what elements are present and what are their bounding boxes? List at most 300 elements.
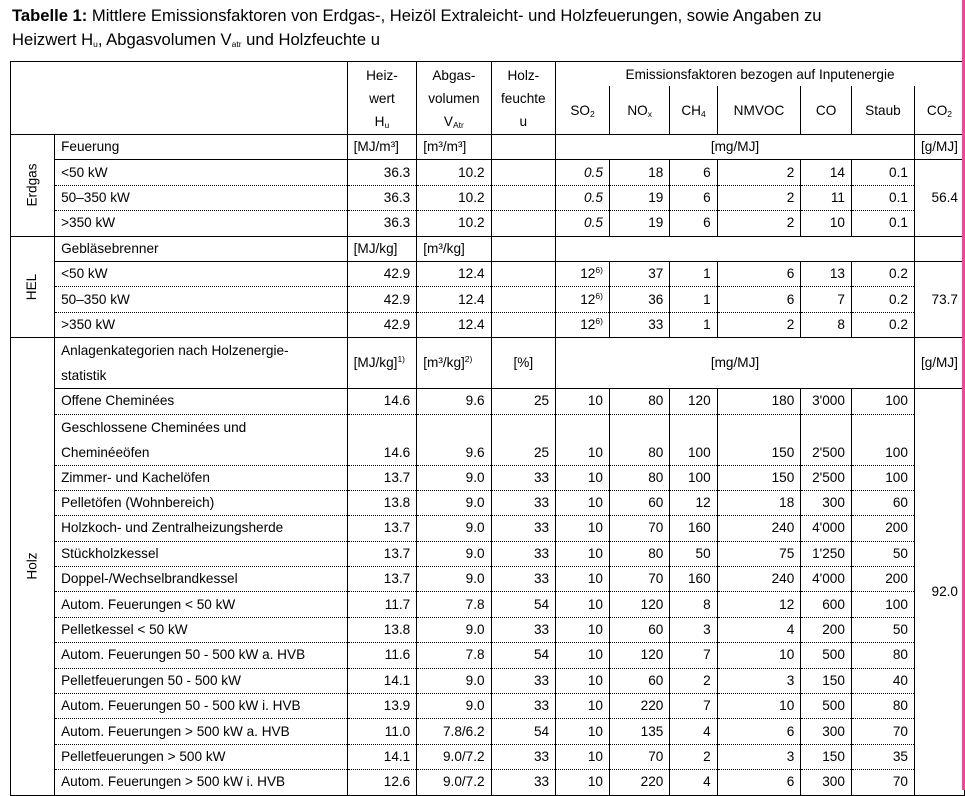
holz-unit-row — [11, 338, 965, 389]
cell-staub: 100 — [851, 414, 914, 465]
cell-co: 4'000 — [801, 567, 852, 592]
cell-vatr: 9.0 — [417, 465, 491, 490]
cell-vatr: 9.0 — [417, 617, 491, 642]
so2-value: 12 — [580, 291, 596, 307]
cell-so2: 10 — [556, 668, 610, 693]
cell-staub: 50 — [851, 617, 914, 642]
cell-nmvoc: 3 — [717, 668, 801, 693]
so2-note: 6) — [595, 290, 603, 301]
cell-so2: 10 — [556, 770, 610, 795]
cell-so2: 10 — [556, 744, 610, 769]
header-co: CO — [801, 86, 852, 135]
cell-nmvoc: 6 — [717, 261, 801, 286]
table-row — [11, 160, 965, 185]
cell-hu: 42.9 — [347, 312, 417, 337]
row-label: 50–350 kW — [61, 189, 130, 205]
cell-so2: 10 — [556, 516, 610, 541]
cell-feuchte: 54 — [491, 592, 556, 617]
hel-unit-vatr: [m³/kg] — [417, 236, 491, 261]
so2-value: 12 — [580, 316, 596, 332]
row-label: >350 kW — [61, 316, 116, 332]
cell-co: 14 — [801, 160, 852, 185]
cell-staub: 40 — [851, 668, 914, 693]
row-label: Stückholzkessel — [61, 545, 159, 561]
cell-hu: 13.7 — [347, 465, 417, 490]
cell-vatr: 7.8 — [417, 592, 491, 617]
cell-nox: 80 — [609, 414, 669, 465]
cell-staub: 80 — [851, 694, 914, 719]
cell-so2: 10 — [556, 567, 610, 592]
cell-nox: 220 — [609, 770, 669, 795]
cell-nox: 80 — [609, 541, 669, 566]
hel-group-text: HEL — [24, 273, 40, 301]
cell-co: 2'500 — [801, 414, 852, 465]
cell-vatr: 9.0 — [417, 567, 491, 592]
erdgas-group-label — [11, 135, 55, 237]
cell-hu: 11.0 — [347, 719, 417, 744]
cell-so2: 10 — [556, 694, 610, 719]
cell-co: 150 — [801, 668, 852, 693]
emission-factors-table — [10, 61, 965, 796]
table-row — [11, 668, 965, 693]
table-row — [11, 541, 965, 566]
header-nox — [609, 86, 669, 135]
caption-line2-b: , Abgasvolumen V — [97, 30, 232, 49]
cell-staub: 70 — [851, 719, 914, 744]
cell-ch4: 2 — [670, 668, 717, 693]
cell-nmvoc: 180 — [717, 389, 801, 414]
header-row-1 — [11, 62, 965, 87]
holz-co2-value: 92.0 — [914, 389, 964, 795]
row-label: Autom. Feuerungen > 500 kW a. HVB — [61, 723, 290, 739]
cell-co: 500 — [801, 643, 852, 668]
caption-sub-u: u — [93, 39, 98, 49]
header-nox-sub: x — [647, 108, 652, 119]
cell-hu: 13.8 — [347, 617, 417, 642]
cell-nmvoc: 240 — [717, 516, 801, 541]
cell-nmvoc: 6 — [717, 770, 801, 795]
row-label: Offene Cheminées — [61, 393, 175, 409]
row-label: Geschlossene Cheminées und — [61, 419, 247, 435]
cell-ch4: 8 — [670, 592, 717, 617]
so2-note: 6) — [595, 315, 603, 326]
cell-co: 150 — [801, 744, 852, 769]
cell-feuchte: 33 — [491, 490, 556, 515]
row-category — [55, 719, 348, 744]
cell-staub: 60 — [851, 490, 914, 515]
cell-nox: 135 — [609, 719, 669, 744]
cell-so2: 10 — [556, 643, 610, 668]
cell-staub: 100 — [851, 592, 914, 617]
cell-feuchte: 25 — [491, 389, 556, 414]
cell-so2: 10 — [556, 490, 610, 515]
erdgas-co2-value: 56.4 — [914, 160, 964, 236]
cell-co: 300 — [801, 719, 852, 744]
cell-so2: 10 — [556, 592, 610, 617]
row-label: >350 kW — [61, 215, 116, 231]
hel-unit-ef — [556, 236, 915, 261]
cell-vatr: 10.2 — [417, 211, 491, 236]
header-so2-text: SO — [570, 102, 590, 118]
cell-nmvoc: 75 — [717, 541, 801, 566]
row-label: Autom. Feuerungen 50 - 500 kW a. HVB — [61, 647, 306, 663]
cell-feuchte — [491, 160, 556, 185]
row-label: Autom. Feuerungen > 500 kW i. HVB — [61, 774, 286, 790]
cell-co: 4'000 — [801, 516, 852, 541]
cell-nox: 120 — [609, 643, 669, 668]
cell-feuchte: 33 — [491, 668, 556, 693]
holz-unit-hu-text: [MJ/kg] — [353, 355, 398, 371]
row-category — [55, 414, 348, 465]
cell-feuchte: 33 — [491, 770, 556, 795]
header-so2 — [556, 86, 610, 135]
table-row — [11, 287, 965, 312]
row-label: Pelletkessel < 50 kW — [61, 622, 188, 638]
cell-co: 500 — [801, 694, 852, 719]
row-category — [55, 567, 348, 592]
cell-nox: 120 — [609, 592, 669, 617]
cell-vatr: 9.0 — [417, 668, 491, 693]
cell-nox: 36 — [609, 287, 669, 312]
table-row — [11, 465, 965, 490]
holz-unit-label-1: Anlagenkategorien nach Holzenergie- — [61, 343, 289, 359]
cell-nmvoc: 6 — [717, 719, 801, 744]
cell-ch4: 4 — [670, 770, 717, 795]
cell-ch4: 1 — [670, 287, 717, 312]
cell-so2: 10 — [556, 389, 610, 414]
header-nox-text: NO — [627, 102, 648, 118]
cell-staub: 50 — [851, 541, 914, 566]
cell-co: 300 — [801, 490, 852, 515]
cell-ch4: 160 — [670, 567, 717, 592]
row-category — [55, 261, 348, 286]
cell-staub: 200 — [851, 567, 914, 592]
cell-vatr: 7.8 — [417, 643, 491, 668]
cell-nmvoc: 3 — [717, 744, 801, 769]
header-co2 — [914, 86, 964, 135]
row-label: <50 kW — [61, 164, 108, 180]
table-row — [11, 770, 965, 795]
cell-hu: 42.9 — [347, 261, 417, 286]
cell-ch4: 6 — [670, 160, 717, 185]
cell-staub: 100 — [851, 465, 914, 490]
cell-nox: 19 — [609, 211, 669, 236]
cell-co: 2'500 — [801, 465, 852, 490]
table-body — [11, 62, 965, 796]
cell-feuchte — [491, 185, 556, 210]
header-ch4-text: CH — [681, 102, 701, 118]
cell-ch4: 7 — [670, 694, 717, 719]
header-so2-sub: 2 — [589, 108, 595, 119]
cell-vatr: 9.6 — [417, 414, 491, 465]
row-label: Doppel-/Wechselbrandkessel — [61, 571, 238, 587]
row-label: Holzkoch- und Zentralheizungsherde — [61, 520, 284, 536]
cell-nox: 37 — [609, 261, 669, 286]
row-category — [55, 211, 348, 236]
cell-hu: 13.7 — [347, 567, 417, 592]
holz-group-label — [11, 338, 55, 795]
cell-vatr: 9.0/7.2 — [417, 744, 491, 769]
row-label: <50 kW — [61, 266, 108, 282]
cell-staub: 0.1 — [851, 211, 914, 236]
cell-vatr: 9.6 — [417, 389, 491, 414]
cell-ch4: 120 — [670, 389, 717, 414]
cell-hu: 36.3 — [347, 211, 417, 236]
hel-unit-co2 — [914, 236, 964, 261]
cell-feuchte — [491, 312, 556, 337]
cell-so2: 0.5 — [556, 160, 610, 185]
header-holz-l3: u — [519, 113, 528, 129]
cell-nmvoc: 2 — [717, 312, 801, 337]
header-abgas-sub: Atr — [453, 119, 464, 130]
caption-label: Tabelle 1: — [12, 6, 88, 25]
erdgas-unit-vatr: [m³/m³] — [417, 135, 491, 160]
cell-staub: 0.1 — [851, 160, 914, 185]
cell-staub: 100 — [851, 389, 914, 414]
header-staub: Staub — [851, 86, 914, 135]
cell-nox: 33 — [609, 312, 669, 337]
table-row — [11, 694, 965, 719]
cell-hu: 13.8 — [347, 490, 417, 515]
row-category — [55, 744, 348, 769]
cell-hu: 36.3 — [347, 185, 417, 210]
cell-ch4: 6 — [670, 211, 717, 236]
cell-so2: 10 — [556, 617, 610, 642]
cell-feuchte — [491, 261, 556, 286]
cell-ch4: 100 — [670, 465, 717, 490]
header-co2-text: CO — [926, 102, 948, 118]
row-label: 50–350 kW — [61, 291, 130, 307]
hel-co2-value: 73.7 — [914, 261, 964, 337]
row-category — [55, 770, 348, 795]
cell-hu: 14.6 — [347, 414, 417, 465]
hel-unit-label: Gebläsebrenner — [55, 236, 348, 261]
cell-vatr: 12.4 — [417, 312, 491, 337]
caption-sub-atr: atr — [231, 39, 242, 49]
cell-nmvoc: 2 — [717, 185, 801, 210]
cell-ch4: 50 — [670, 541, 717, 566]
row-category — [55, 516, 348, 541]
cell-feuchte — [491, 211, 556, 236]
cell-feuchte — [491, 287, 556, 312]
cell-co: 1'250 — [801, 541, 852, 566]
row-label: Pelletfeuerungen > 500 kW — [61, 749, 226, 764]
header-abgas — [417, 62, 491, 135]
cell-vatr: 9.0 — [417, 490, 491, 515]
row-category — [55, 541, 348, 566]
header-abgas-l1: Abgas- — [432, 67, 476, 83]
cell-feuchte: 33 — [491, 541, 556, 566]
cell-ch4: 1 — [670, 261, 717, 286]
cell-co: 300 — [801, 770, 852, 795]
cell-hu: 42.9 — [347, 287, 417, 312]
cell-so2 — [556, 261, 610, 286]
cell-staub: 200 — [851, 516, 914, 541]
row-label: Autom. Feuerungen 50 - 500 kW i. HVB — [61, 698, 301, 714]
header-ch4 — [670, 86, 717, 135]
cell-so2: 0.5 — [556, 211, 610, 236]
cell-ch4: 7 — [670, 643, 717, 668]
cell-staub: 0.1 — [851, 185, 914, 210]
erdgas-unit-ef: [mg/MJ] — [556, 135, 915, 160]
row-category — [55, 185, 348, 210]
cell-nmvoc: 4 — [717, 617, 801, 642]
erdgas-unit-feuchte — [491, 135, 556, 160]
header-heizwert-l2: wert — [369, 90, 395, 106]
cell-co: 600 — [801, 592, 852, 617]
cell-nox: 60 — [609, 668, 669, 693]
cell-vatr: 9.0 — [417, 516, 491, 541]
row-category — [55, 312, 348, 337]
cell-hu: 14.6 — [347, 389, 417, 414]
cell-staub: 0.2 — [851, 312, 914, 337]
holz-unit-vatr — [417, 338, 491, 389]
cell-vatr: 7.8/6.2 — [417, 719, 491, 744]
cell-feuchte: 54 — [491, 719, 556, 744]
header-heizwert-l1: Heiz- — [366, 67, 398, 83]
cell-hu: 11.7 — [347, 592, 417, 617]
cell-ch4: 12 — [670, 490, 717, 515]
cell-vatr: 10.2 — [417, 160, 491, 185]
holz-group-text: Holz — [24, 552, 40, 580]
holz-unit-feuchte: [%] — [491, 338, 556, 389]
cell-hu: 13.7 — [347, 516, 417, 541]
cell-vatr: 12.4 — [417, 287, 491, 312]
holz-unit-label — [55, 338, 348, 389]
table-row — [11, 744, 965, 769]
row-label: Zimmer- und Kachelöfen — [61, 469, 210, 485]
cell-feuchte: 33 — [491, 744, 556, 769]
table-row — [11, 211, 965, 236]
cell-nox: 80 — [609, 389, 669, 414]
row-label-2: Cheminéeöfen — [61, 444, 150, 460]
cell-ch4: 4 — [670, 719, 717, 744]
cell-vatr: 10.2 — [417, 185, 491, 210]
cell-staub: 0.2 — [851, 261, 914, 286]
row-category — [55, 643, 348, 668]
table-row — [11, 414, 965, 465]
cell-hu: 11.6 — [347, 643, 417, 668]
erdgas-unit-row — [11, 135, 965, 160]
holz-unit-vatr-text: [m³/kg] — [423, 355, 465, 371]
cell-nmvoc: 2 — [717, 211, 801, 236]
cell-nox: 70 — [609, 516, 669, 541]
cell-so2 — [556, 312, 610, 337]
row-category — [55, 490, 348, 515]
caption-line1: Mittlere Emissionsfaktoren von Erdgas-, Heizöl Extraleicht- und Holzfeuerungen, sowie Angaben zu — [87, 6, 822, 25]
cell-nmvoc: 10 — [717, 643, 801, 668]
row-label: Pelletfeuerungen 50 - 500 kW — [61, 672, 241, 688]
holz-unit-vatr-note: 2) — [464, 354, 473, 365]
cell-feuchte: 33 — [491, 465, 556, 490]
header-co2-sub: 2 — [947, 108, 953, 119]
so2-note: 6) — [595, 265, 603, 276]
header-nmvoc: NMVOC — [717, 86, 801, 135]
header-blank — [11, 62, 348, 135]
cell-nmvoc: 2 — [717, 160, 801, 185]
cell-co: 13 — [801, 261, 852, 286]
table-row — [11, 312, 965, 337]
row-category — [55, 592, 348, 617]
cell-nox: 19 — [609, 185, 669, 210]
table-row — [11, 592, 965, 617]
caption-line2-c: und Holzfeuchte u — [241, 30, 380, 49]
cell-vatr: 9.0 — [417, 694, 491, 719]
cell-so2 — [556, 287, 610, 312]
cell-staub: 0.2 — [851, 287, 914, 312]
table-row — [11, 719, 965, 744]
header-holz-l2: feuchte — [501, 90, 546, 106]
row-category — [55, 287, 348, 312]
cell-nmvoc: 18 — [717, 490, 801, 515]
cell-so2: 10 — [556, 719, 610, 744]
table-row — [11, 617, 965, 642]
cell-ch4: 1 — [670, 312, 717, 337]
cell-nox: 18 — [609, 160, 669, 185]
holz-unit-ef: [mg/MJ] — [556, 338, 915, 389]
cell-staub: 35 — [851, 744, 914, 769]
cell-co: 10 — [801, 211, 852, 236]
so2-value: 12 — [580, 266, 596, 282]
holz-unit-hu — [347, 338, 417, 389]
row-category — [55, 465, 348, 490]
cell-feuchte: 25 — [491, 414, 556, 465]
cell-co: 8 — [801, 312, 852, 337]
header-ef-title: Emissionsfaktoren bezogen auf Inputenergie — [556, 62, 965, 87]
cell-feuchte: 33 — [491, 516, 556, 541]
erdgas-group-text: Erdgas — [24, 163, 40, 207]
header-abgas-l3: V — [443, 113, 453, 129]
cell-nmvoc: 150 — [717, 465, 801, 490]
hel-unit-hu: [MJ/kg] — [347, 236, 417, 261]
cell-hu: 13.7 — [347, 541, 417, 566]
cell-feuchte: 33 — [491, 617, 556, 642]
hel-unit-row — [11, 236, 965, 261]
hel-group-label — [11, 236, 55, 338]
cell-nox: 80 — [609, 465, 669, 490]
cell-ch4: 6 — [670, 185, 717, 210]
hel-unit-feuchte — [491, 236, 556, 261]
erdgas-unit-hu: [MJ/m³] — [347, 135, 417, 160]
header-holzfeuchte — [491, 62, 556, 135]
holz-unit-hu-note: 1) — [397, 354, 405, 365]
row-category — [55, 389, 348, 414]
cell-vatr: 9.0/7.2 — [417, 770, 491, 795]
cell-nmvoc: 12 — [717, 592, 801, 617]
erdgas-unit-co2: [g/MJ] — [914, 135, 964, 160]
cell-co: 11 — [801, 185, 852, 210]
cell-ch4: 3 — [670, 617, 717, 642]
row-category — [55, 617, 348, 642]
cell-hu: 14.1 — [347, 744, 417, 769]
header-heizwert — [347, 62, 417, 135]
holz-unit-label-2: statistik — [61, 368, 107, 384]
cell-feuchte: 33 — [491, 567, 556, 592]
cell-so2: 10 — [556, 465, 610, 490]
header-abgas-l2: volumen — [428, 90, 480, 106]
cell-hu: 14.1 — [347, 668, 417, 693]
cell-ch4: 100 — [670, 414, 717, 465]
header-heizwert-sub: u — [384, 119, 390, 130]
cell-nmvoc: 10 — [717, 694, 801, 719]
table-row — [11, 516, 965, 541]
row-category — [55, 668, 348, 693]
cell-ch4: 160 — [670, 516, 717, 541]
cell-nmvoc: 6 — [717, 287, 801, 312]
cell-vatr: 9.0 — [417, 541, 491, 566]
row-label: Autom. Feuerungen < 50 kW — [61, 596, 236, 612]
table-row — [11, 185, 965, 210]
